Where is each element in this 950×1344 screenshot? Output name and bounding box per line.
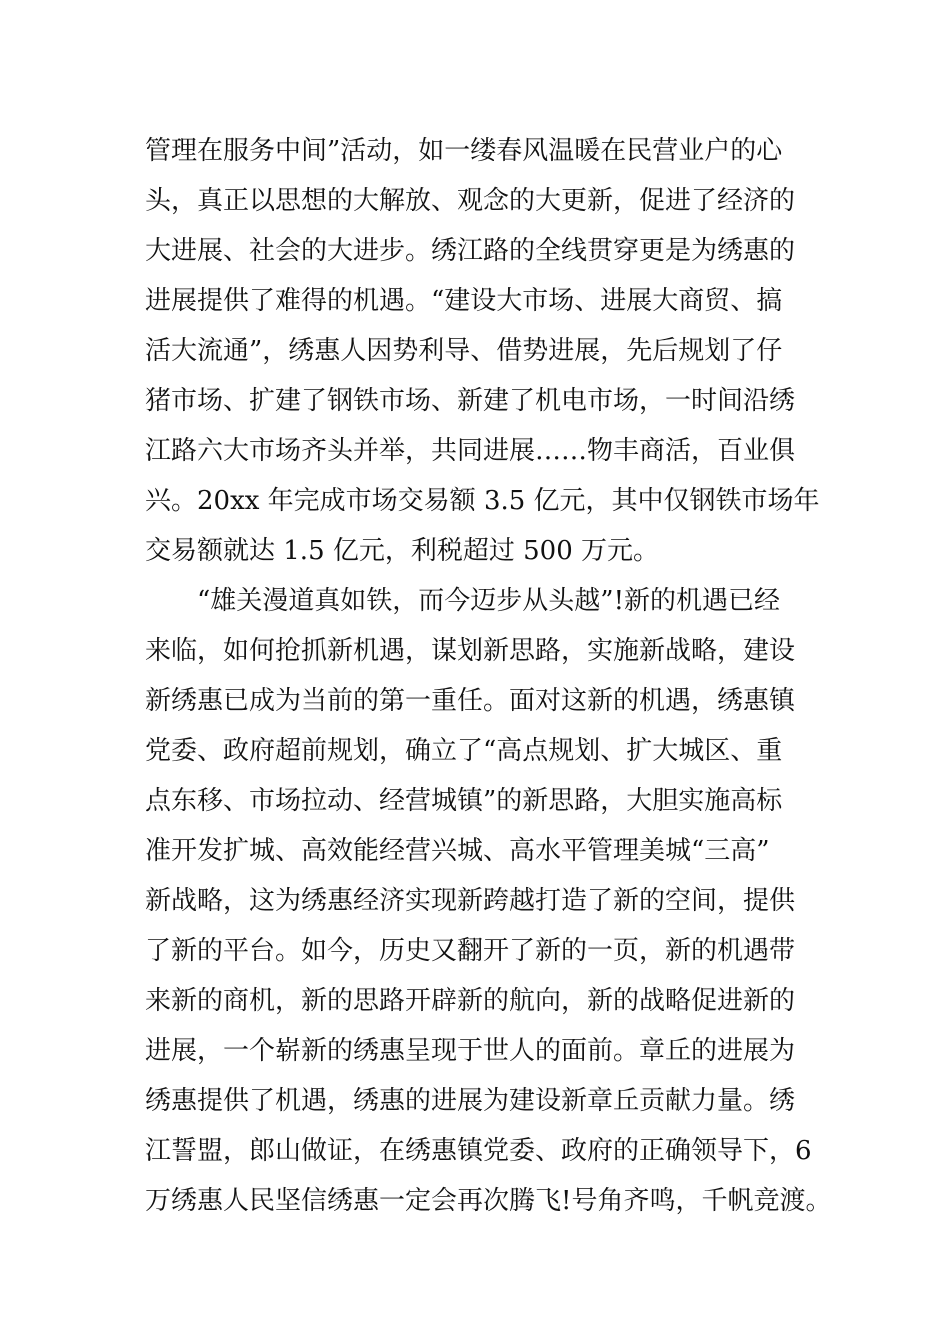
text-line: 准开发扩城、高效能经营兴城、高水平管理美城“三高”	[145, 836, 770, 866]
text-line: 进展提供了难得的机遇。“建设大市场、进展大商贸、搞	[145, 286, 783, 316]
paragraph-2	[145, 576, 835, 1226]
text-line: 江誓盟，郎山做证，在绣惠镇党委、政府的正确领导下，6	[145, 1136, 812, 1166]
text-line: 江路六大市场齐头并举，共同进展……物丰商活，百业俱	[145, 436, 796, 466]
text-line: 交易额就达 1.5 亿元，利税超过 500 万元。	[145, 536, 660, 566]
text-line: 新绣惠已成为当前的第一重任。面对这新的机遇，绣惠镇	[145, 686, 796, 716]
text-line: 新战略，这为绣惠经济实现新跨越打造了新的空间，提供	[145, 886, 796, 916]
text-line: 了新的平台。如今，历史又翻开了新的一页，新的机遇带	[145, 936, 796, 966]
text-line: 活大流通”，绣惠人因势利导、借势进展，先后规划了仔	[145, 336, 783, 366]
text-line: 管理在服务中间”活动，如一缕春风温暖在民营业户的心	[145, 136, 783, 166]
text-line: 大进展、社会的大进步。绣江路的全线贯穿更是为绣惠的	[145, 236, 796, 266]
text-line: 党委、政府超前规划，确立了“高点规划、扩大城区、重	[145, 736, 783, 766]
text-line: 猪市场、扩建了钢铁市场、新建了机电市场，一时间沿绣	[145, 386, 796, 416]
text-line: 兴。20xx 年完成市场交易额 3.5 亿元，其中仅钢铁市场年	[145, 486, 820, 516]
text-line: 来临，如何抢抓新机遇，谋划新思路，实施新战略，建设	[145, 636, 796, 666]
text-line: “雄关漫道真如铁，而今迈步从头越”!新的机遇已经	[197, 586, 781, 616]
text-line: 点东移、市场拉动、经营城镇”的新思路，大胆实施高标	[145, 786, 783, 816]
text-line: 万绣惠人民坚信绣惠一定会再次腾飞!号角齐鸣，千帆竞渡。	[145, 1186, 832, 1216]
text-line: 来新的商机，新的思路开辟新的航向，新的战略促进新的	[145, 986, 796, 1016]
text-line: 绣惠提供了机遇，绣惠的进展为建设新章丘贡献力量。绣	[145, 1086, 796, 1116]
paragraph-1	[145, 126, 835, 576]
text-line: 头，真正以思想的大解放、观念的大更新，促进了经济的	[145, 186, 796, 216]
document-body	[145, 126, 835, 1226]
text-line: 进展，一个崭新的绣惠呈现于世人的面前。章丘的进展为	[145, 1036, 796, 1066]
